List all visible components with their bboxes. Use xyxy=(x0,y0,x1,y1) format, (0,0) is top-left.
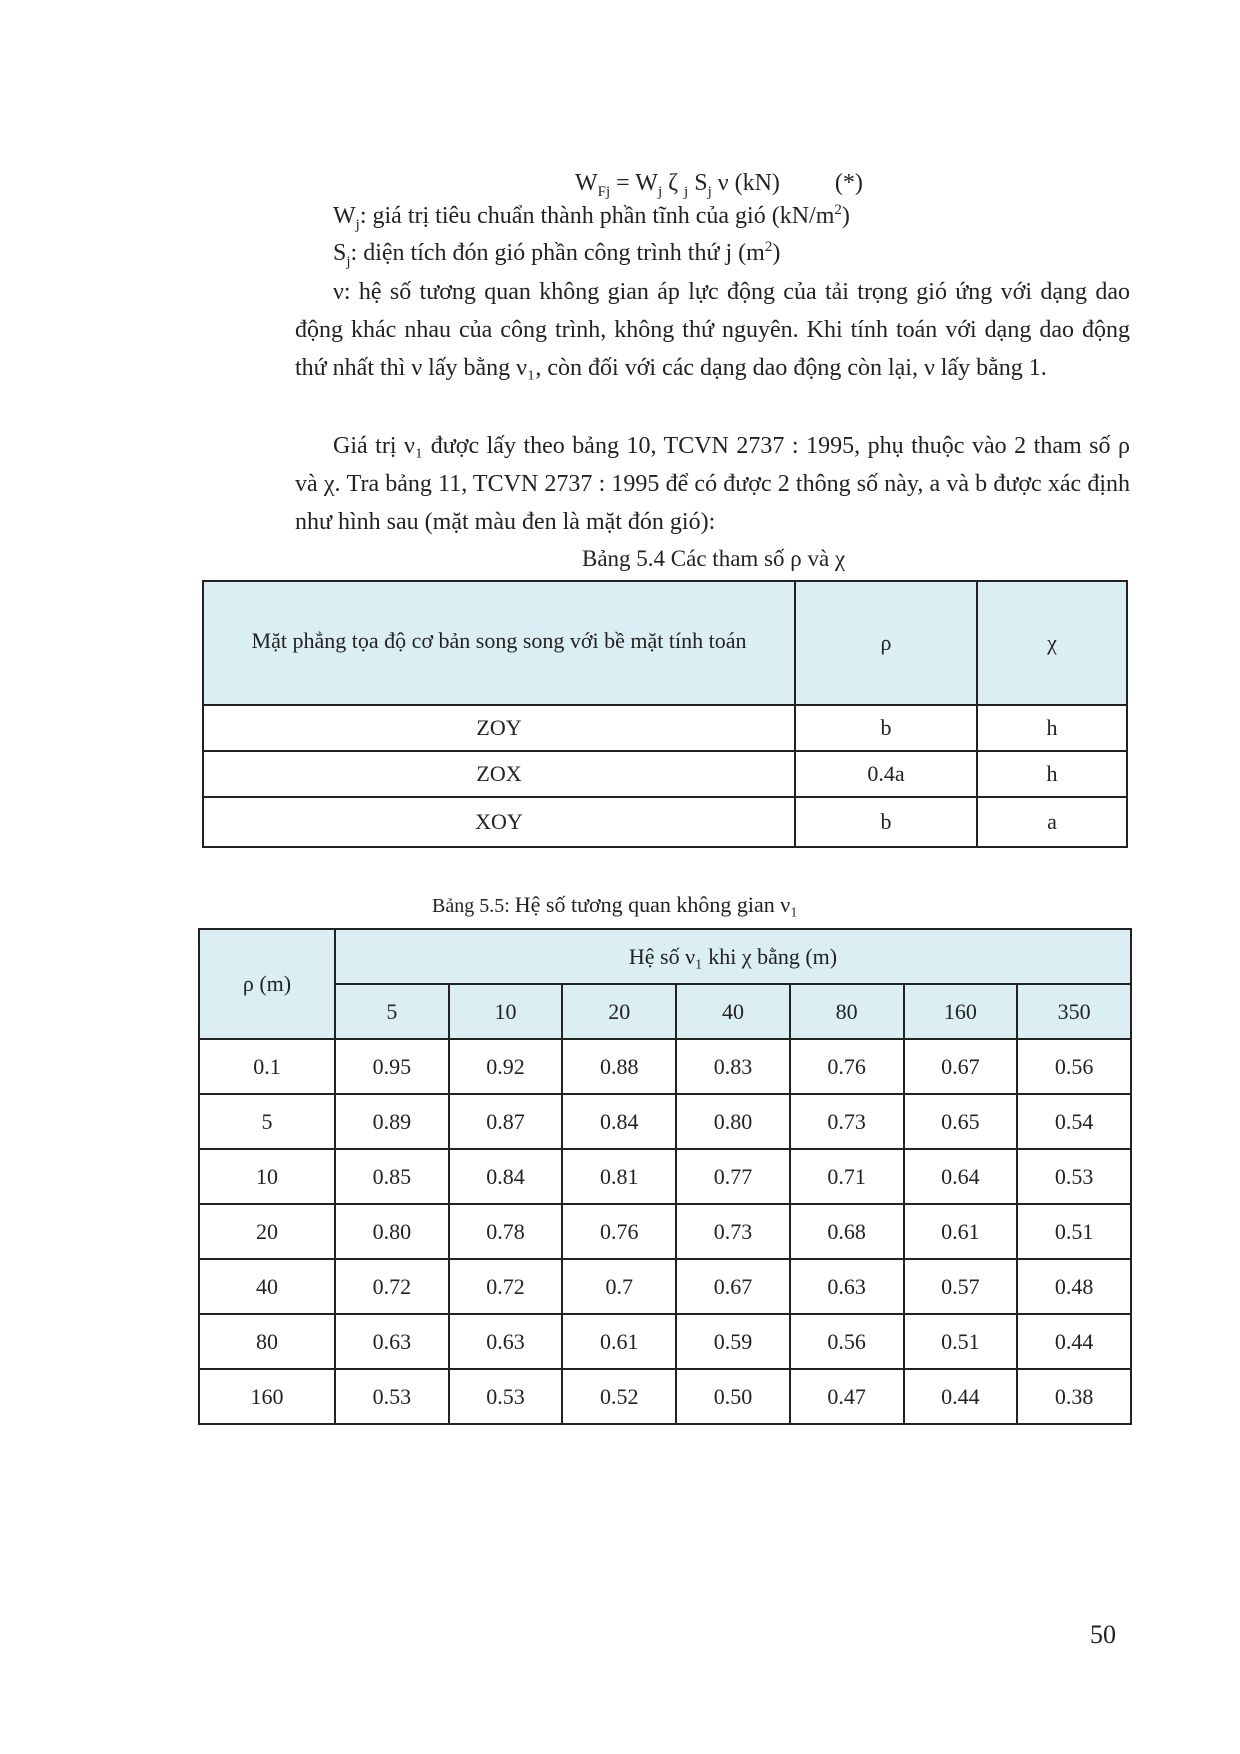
table2-caption: Bảng 5.5: Hệ số tương quan không gian ν₁ xyxy=(432,892,798,917)
table2-cell: 0.81 xyxy=(562,1149,676,1204)
table2-row-rho: 80 xyxy=(199,1314,335,1369)
definition-sj: $S_j$: diện tích đón gió phần công trình thứ j $(m^2)$ xyxy=(333,239,781,270)
table1-cell: ZOY xyxy=(203,705,795,751)
table-row xyxy=(199,1259,1131,1314)
table2-header-col: 350 xyxy=(1017,984,1131,1039)
table2-cell: 0.80 xyxy=(335,1204,449,1259)
table2-cell: 0.88 xyxy=(562,1039,676,1094)
table-row xyxy=(199,1314,1131,1369)
table2-cell: 0.64 xyxy=(904,1149,1018,1204)
table2-group-header-row xyxy=(199,929,1131,984)
table1-header-row xyxy=(203,581,1127,705)
table2-cell: 0.68 xyxy=(790,1204,904,1259)
table2-cell: 0.89 xyxy=(335,1094,449,1149)
table2-row-rho: 20 xyxy=(199,1204,335,1259)
table2-cell: 0.78 xyxy=(449,1204,563,1259)
table2-column-header-row xyxy=(199,984,1131,1039)
table2-header-col: 40 xyxy=(676,984,790,1039)
table2-row-rho: 5 xyxy=(199,1094,335,1149)
table2-header-col: 10 xyxy=(449,984,563,1039)
table2-cell: 0.83 xyxy=(676,1039,790,1094)
table2-cell: 0.44 xyxy=(1017,1314,1131,1369)
table2-cell: 0.80 xyxy=(676,1094,790,1149)
table2-cell: 0.51 xyxy=(904,1314,1018,1369)
table2-cell: 0.73 xyxy=(676,1204,790,1259)
table1-cell: 0.4a xyxy=(795,751,977,797)
table2-cell: 0.77 xyxy=(676,1149,790,1204)
table1-header-plane: Mặt phẳng tọa độ cơ bản song song với bề mặt tính toán xyxy=(203,581,795,705)
table1-cell: b xyxy=(795,705,977,751)
table2-cell: 0.65 xyxy=(904,1094,1018,1149)
table2-cell: 0.44 xyxy=(904,1369,1018,1424)
table1-cell: ZOX xyxy=(203,751,795,797)
table-row xyxy=(199,1149,1131,1204)
table1-cell: h xyxy=(977,705,1127,751)
table2-cell: 0.67 xyxy=(904,1039,1018,1094)
table2-row-rho: 10 xyxy=(199,1149,335,1204)
table1-cell: XOY xyxy=(203,797,795,847)
table2-header-col: 5 xyxy=(335,984,449,1039)
table1-caption: Bảng 5.4 Các tham số ρ và χ xyxy=(582,546,846,571)
table2-row-rho: 0.1 xyxy=(199,1039,335,1094)
table2-cell: 0.92 xyxy=(449,1039,563,1094)
table2-header-col: 80 xyxy=(790,984,904,1039)
table2-cell: 0.38 xyxy=(1017,1369,1131,1424)
correlation-coefficient-table xyxy=(198,928,1132,1425)
table-row xyxy=(203,751,1127,797)
table2-cell: 0.72 xyxy=(449,1259,563,1314)
table2-cell: 0.57 xyxy=(904,1259,1018,1314)
table2-cell: 0.73 xyxy=(790,1094,904,1149)
table-row xyxy=(203,797,1127,847)
wind-force-formula: $W_{Fj} = W_j$ ζ $_j$ $S_j$ ν (kN) (*) xyxy=(575,170,863,200)
table1-cell: b xyxy=(795,797,977,847)
table2-header-rho: ρ (m) xyxy=(199,929,335,1039)
table2-row-rho: 160 xyxy=(199,1369,335,1424)
table2-cell: 0.63 xyxy=(790,1259,904,1314)
table2-cell: 0.76 xyxy=(790,1039,904,1094)
table2-header-group: Hệ số ν₁ khi χ bằng (m) xyxy=(335,929,1131,984)
table1-header-rho: ρ xyxy=(795,581,977,705)
table2-cell: 0.61 xyxy=(562,1314,676,1369)
table2-cell: 0.87 xyxy=(449,1094,563,1149)
table2-cell: 0.48 xyxy=(1017,1259,1131,1314)
table2-cell: 0.50 xyxy=(676,1369,790,1424)
table2-cell: 0.95 xyxy=(335,1039,449,1094)
table2-cell: 0.71 xyxy=(790,1149,904,1204)
table2-header-col: 20 xyxy=(562,984,676,1039)
table2-cell: 0.84 xyxy=(562,1094,676,1149)
paragraph-nu-definition: ν: hệ số tương quan không gian áp lực động của tải trọng gió ứng với dạng dao động khác nhau của công trình, không thứ nguyên. Khi tính toán với dạng dao động thứ nhất thì ν lấy bằng ν₁, còn đối với các dạng dao động còn lại, ν lấy bằng 1. xyxy=(295,279,1130,381)
table2-cell: 0.7 xyxy=(562,1259,676,1314)
parameters-table xyxy=(202,580,1128,848)
table2-cell: 0.53 xyxy=(449,1369,563,1424)
paragraph-nu1-source: Giá trị ν₁ được lấy theo bảng 10, TCVN 2737 : 1995, phụ thuộc vào 2 tham số ρ và χ. Tra bảng 11, TCVN 2737 : 1995 để có được 2 thông số này, a và b được xác định như hình sau (mặt màu đen là mặt đón gió): xyxy=(295,433,1130,535)
table2-cell: 0.63 xyxy=(335,1314,449,1369)
page-number: 50 xyxy=(1090,1620,1116,1649)
table2-row-rho: 40 xyxy=(199,1259,335,1314)
table1-cell: a xyxy=(977,797,1127,847)
table-row xyxy=(199,1039,1131,1094)
table2-cell: 0.67 xyxy=(676,1259,790,1314)
table2-cell: 0.53 xyxy=(335,1369,449,1424)
table2-cell: 0.84 xyxy=(449,1149,563,1204)
definition-wj: $W_j$: giá trị tiêu chuẩn thành phần tĩnh của gió $(kN/m^2)$ xyxy=(333,202,850,233)
table2-cell: 0.63 xyxy=(449,1314,563,1369)
table2-cell: 0.52 xyxy=(562,1369,676,1424)
table-row xyxy=(199,1369,1131,1424)
table2-header-col: 160 xyxy=(904,984,1018,1039)
table2-cell: 0.56 xyxy=(790,1314,904,1369)
table-row xyxy=(199,1094,1131,1149)
table2-cell: 0.51 xyxy=(1017,1204,1131,1259)
table-row xyxy=(203,705,1127,751)
table2-body xyxy=(199,1039,1131,1424)
table2-cell: 0.76 xyxy=(562,1204,676,1259)
table2-cell: 0.72 xyxy=(335,1259,449,1314)
table1-cell: h xyxy=(977,751,1127,797)
table2-cell: 0.56 xyxy=(1017,1039,1131,1094)
table-row xyxy=(199,1204,1131,1259)
table1-header-chi: χ xyxy=(977,581,1127,705)
table2-cell: 0.54 xyxy=(1017,1094,1131,1149)
table2-cell: 0.47 xyxy=(790,1369,904,1424)
table2-cell: 0.53 xyxy=(1017,1149,1131,1204)
table2-cell: 0.61 xyxy=(904,1204,1018,1259)
formula-tag: (*) xyxy=(834,170,863,196)
table2-cell: 0.85 xyxy=(335,1149,449,1204)
table2-cell: 0.59 xyxy=(676,1314,790,1369)
